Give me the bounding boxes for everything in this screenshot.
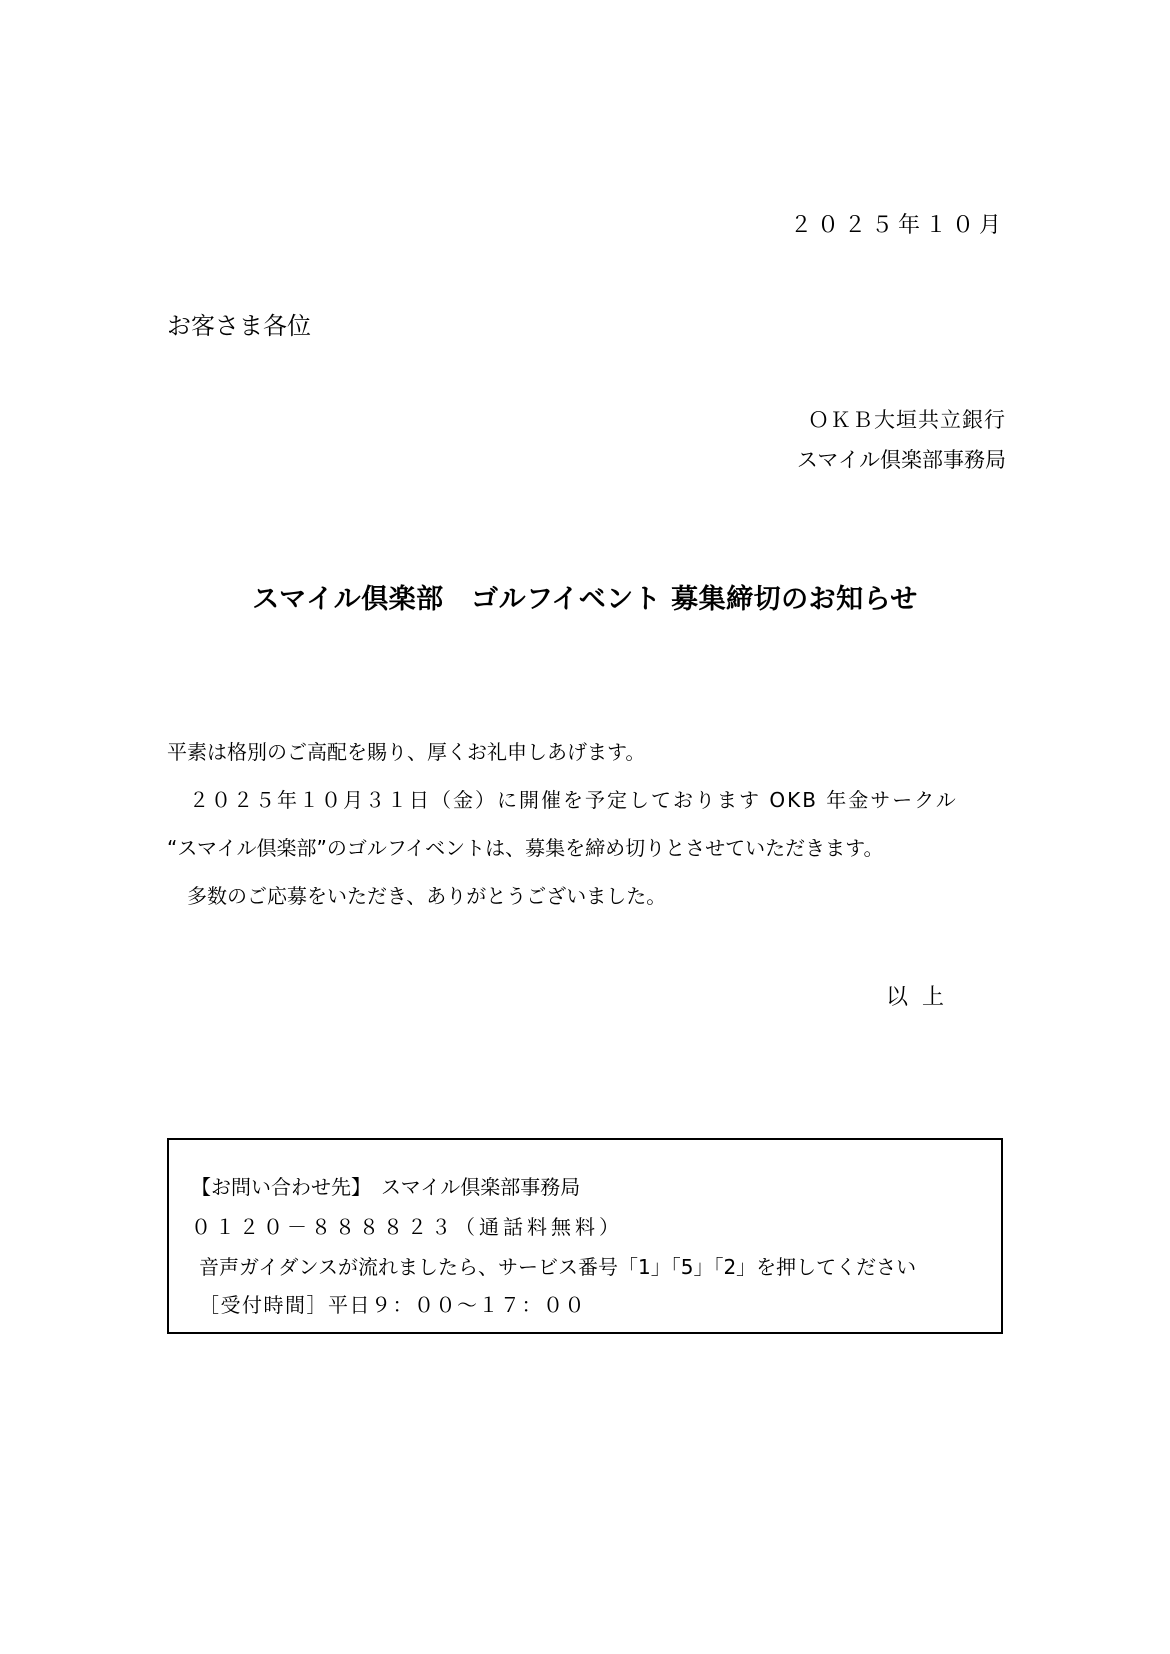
- closing-remark: 以上: [885, 985, 958, 1010]
- contact-phone: ０１２０－８８８８２３（通話料無料）: [191, 1215, 623, 1239]
- sender-bank: ＯＫＢ大垣共立銀行: [808, 408, 1006, 432]
- addressee: お客さま各位: [167, 312, 311, 340]
- sender-block: [797, 400, 1006, 480]
- contact-hours: ［受付時間］平日９：００～１７：００: [199, 1293, 586, 1317]
- body-line-greeting: 平素は格別のご高配を賜り、厚くお礼申しあげます。: [167, 740, 646, 764]
- document-date: ２０２５年１０月: [789, 213, 1006, 238]
- sender-office: スマイル倶楽部事務局: [796, 448, 1006, 472]
- document-title: スマイル倶楽部 ゴルフイベント 募集締切のお知らせ: [252, 584, 918, 615]
- body-text: [167, 728, 1007, 920]
- contact-box: [167, 1138, 1003, 1334]
- contact-guidance: 音声ガイダンスが流れましたら、サービス番号「1」「5」「2」を押してください: [199, 1255, 917, 1279]
- body-line-thanks: 多数のご応募をいただき、ありがとうございました。: [167, 884, 667, 908]
- body-line-event-date: ２０２５年１０月３１日（金）に開催を予定しております OKB 年金サークル: [167, 788, 958, 812]
- body-line-closing-notice: “スマイル倶楽部”のゴルフイベントは、募集を締め切りとさせていただきます。: [167, 836, 884, 860]
- contact-heading: 【お問い合わせ先】 スマイル倶楽部事務局: [191, 1175, 581, 1199]
